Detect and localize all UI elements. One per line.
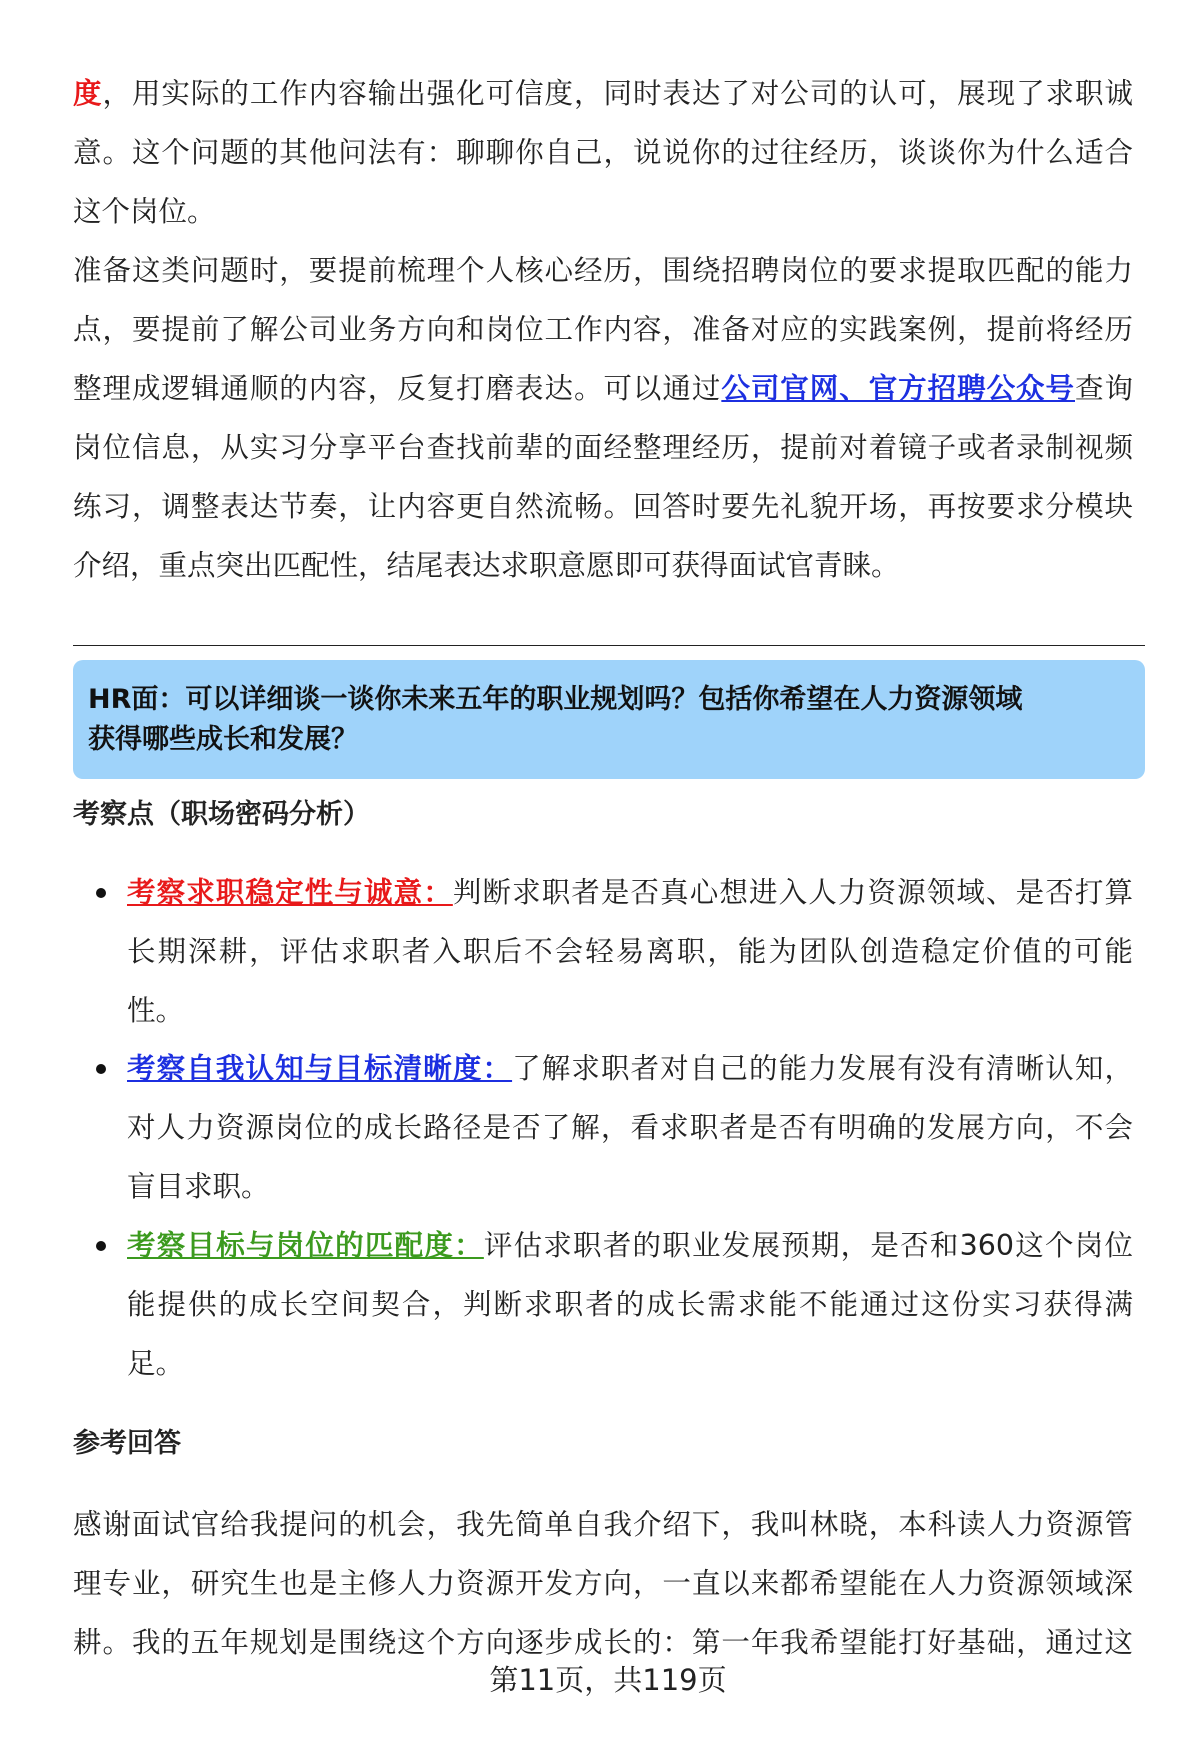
prep-line: 准备这类问题时，要提前梳理个人核心经历，围绕招聘岗位的要求提取匹配的能力 xyxy=(73,254,1133,287)
prep-line: 点，要提前了解公司业务方向和岗位工作内容，准备对应的实践案例，提前将经历 xyxy=(73,313,1133,346)
answer-line: 感谢面试官给我提问的机会，我先简单自我介绍下，我叫林晓，本科读人力资源管 xyxy=(73,1508,1133,1541)
intro-line: 意。这个问题的其他问法有：聊聊你自己，说说你的过往经历，谈谈你为什么适合 xyxy=(73,136,1133,169)
section-divider xyxy=(73,645,1145,646)
bullet-icon xyxy=(96,888,106,898)
intro-line: 这个岗位。 xyxy=(73,195,216,228)
item-key: 考察自我认知与目标清晰度： xyxy=(127,1052,513,1085)
bullet-icon xyxy=(96,1064,106,1074)
official-channels-link[interactable]: 公司官网、官方招聘公众号 xyxy=(721,372,1075,405)
answer-line: 耕。我的五年规划是围绕这个方向逐步成长的：第一年我希望能打好基础，通过这 xyxy=(73,1626,1133,1659)
analysis-item-line: 性。 xyxy=(127,994,185,1027)
item-key: 考察目标与岗位的匹配度： xyxy=(127,1229,484,1262)
analysis-item-line: 对人力资源岗位的成长路径是否了解，看求职者是否有明确的发展方向，不会 xyxy=(127,1111,1133,1144)
question-line: 获得哪些成长和发展？ xyxy=(88,724,358,755)
answer-heading: 参考回答 xyxy=(73,1428,181,1459)
answer-line: 理专业，研究生也是主修人力资源开发方向，一直以来都希望能在人力资源领域深 xyxy=(73,1567,1133,1600)
prep-line: 岗位信息，从实习分享平台查找前辈的面经整理经历，提前对着镜子或者录制视频 xyxy=(73,431,1133,464)
bullet-icon xyxy=(96,1241,106,1251)
analysis-item-line: 长期深耕，评估求职者入职后不会轻易离职，能为团队创造稳定价值的可能 xyxy=(127,935,1133,968)
prep-line: 练习，调整表达节奏，让内容更自然流畅。回答时要先礼貌开场，再按要求分模块 xyxy=(73,490,1133,523)
analysis-item: 考察求职稳定性与诚意：判断求职者是否真心想进入人力资源领域、是否打算 xyxy=(127,876,1133,909)
intro-line: 度，用实际的工作内容输出强化可信度，同时表达了对公司的认可，展现了求职诚 xyxy=(73,77,1133,110)
prep-line: 介绍，重点突出匹配性，结尾表达求职意愿即可获得面试官青睐。 xyxy=(73,549,900,582)
analysis-item-line: 能提供的成长空间契合，判断求职者的成长需求能不能通过这份实习获得满 xyxy=(127,1288,1133,1321)
highlight-text: 度 xyxy=(73,77,103,110)
analysis-item: 考察目标与岗位的匹配度：评估求职者的职业发展预期，是否和360这个岗位 xyxy=(127,1229,1133,1262)
analysis-heading: 考察点（职场密码分析） xyxy=(73,799,370,830)
analysis-item: 考察自我认知与目标清晰度：了解求职者对自己的能力发展有没有清晰认知， xyxy=(127,1052,1133,1085)
item-key: 考察求职稳定性与诚意： xyxy=(127,876,453,909)
analysis-item-line: 足。 xyxy=(127,1347,185,1380)
question-line: HR面：可以详细谈一谈你未来五年的职业规划吗？包括你希望在人力资源领域 xyxy=(88,684,1023,715)
analysis-item-line: 盲目求职。 xyxy=(127,1170,270,1203)
prep-line: 整理成逻辑通顺的内容，反复打磨表达。可以通过公司官网、官方招聘公众号查询 xyxy=(73,372,1133,405)
page-number: 第11页，共119页 xyxy=(489,1663,727,1697)
